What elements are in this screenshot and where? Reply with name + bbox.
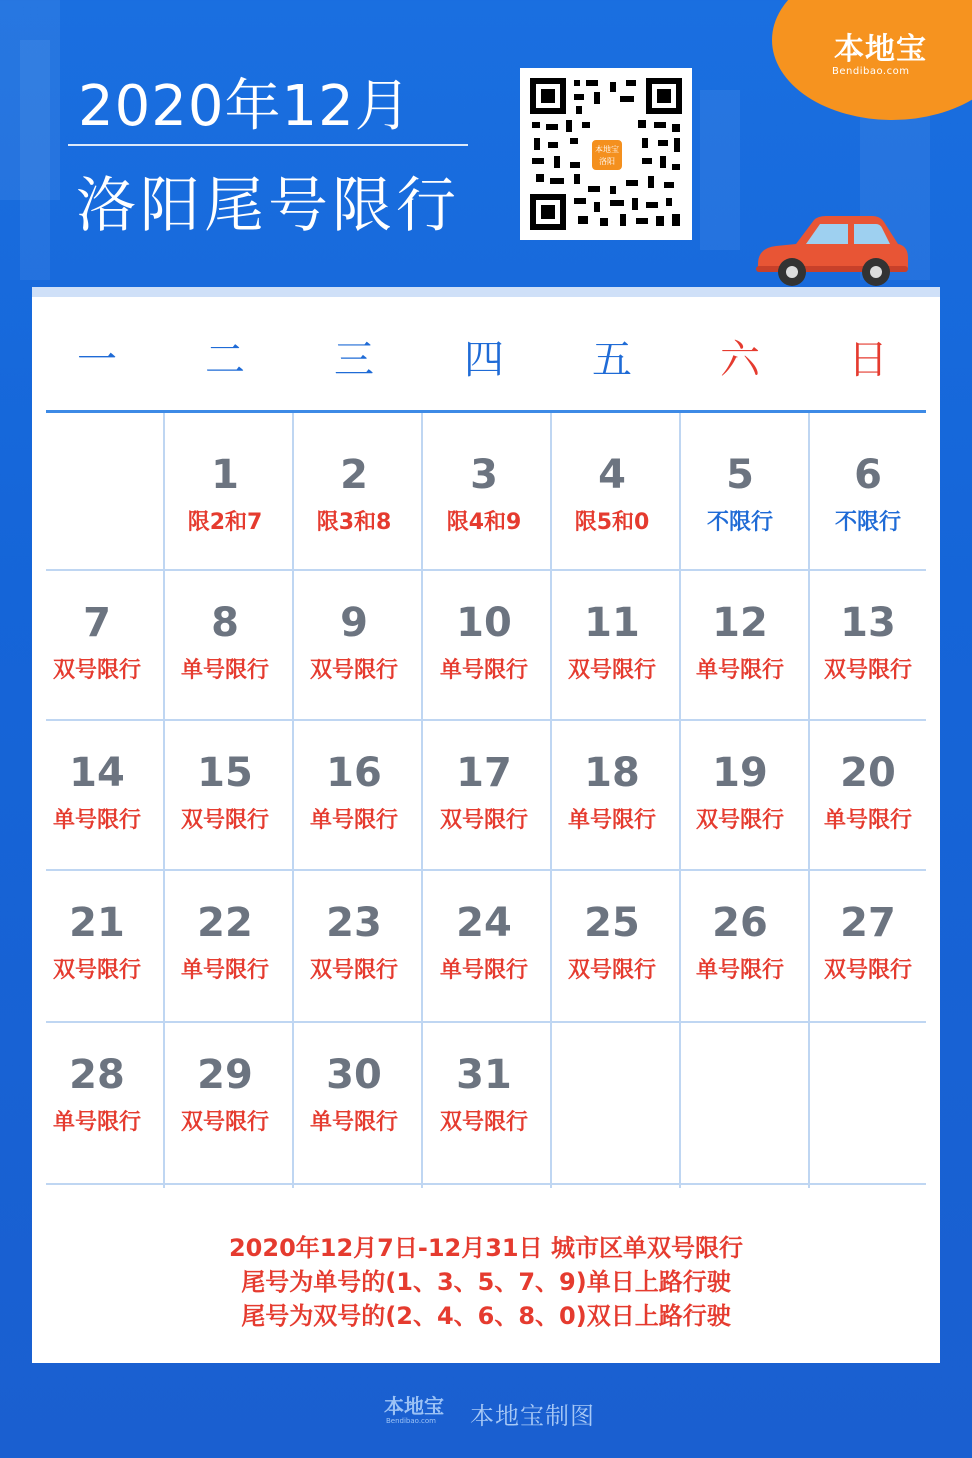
restriction-rule: 单号限行: [309, 808, 398, 833]
day-number: 8: [211, 600, 239, 646]
restriction-rule: 单号限行: [439, 658, 528, 683]
day-number: 28: [69, 1052, 125, 1098]
day-number: 9: [340, 600, 368, 646]
restriction-rule: 单号限行: [180, 958, 269, 983]
restriction-rule: 限4和9: [446, 510, 522, 535]
calendar-day-cell[interactable]: [420, 899, 548, 984]
calendar-day-cell[interactable]: [33, 599, 161, 684]
qr-badge-bottom: 洛阳: [599, 157, 615, 166]
calendar-panel-top-edge: [32, 287, 940, 297]
calendar-day-cell[interactable]: [548, 899, 676, 984]
restriction-rule: 双号限行: [567, 658, 656, 683]
day-number: 12: [712, 600, 768, 646]
calendar-day-cell[interactable]: [290, 451, 418, 536]
day-number: 21: [69, 900, 125, 946]
restriction-rule: 单号限行: [52, 808, 141, 833]
note-line-2: 尾号为单号的(1、3、5、7、9)单日上路行驶: [241, 1268, 731, 1296]
header-year-month: 2020年12月: [78, 74, 412, 139]
calendar-day-cell[interactable]: [676, 749, 804, 834]
day-number: 14: [69, 750, 125, 796]
day-number: 23: [326, 900, 382, 946]
day-number: 1: [211, 452, 239, 498]
day-number: 4: [598, 452, 626, 498]
restriction-rule: 双号限行: [439, 808, 528, 833]
grid-row-divider: [46, 869, 926, 871]
calendar-day-cell[interactable]: [548, 749, 676, 834]
day-number: 24: [456, 900, 512, 946]
footer-credit: 本地宝制图: [470, 1402, 595, 1430]
restriction-rule: 单号限行: [52, 1110, 141, 1135]
calendar-day-cell[interactable]: [804, 451, 932, 536]
calendar-day-cell[interactable]: [676, 899, 804, 984]
calendar-day-cell[interactable]: [420, 451, 548, 536]
restriction-rule: 限5和0: [574, 510, 650, 535]
restriction-rule: 双号限行: [309, 958, 398, 983]
calendar-day-cell[interactable]: [161, 749, 289, 834]
brand-logo[interactable]: 本地宝: [834, 32, 927, 67]
page-title: 洛阳尾号限行: [76, 171, 460, 241]
day-number: 6: [854, 452, 882, 498]
calendar-day-cell[interactable]: [161, 899, 289, 984]
restriction-rule: 双号限行: [52, 958, 141, 983]
calendar-day-cell[interactable]: [290, 599, 418, 684]
calendar-day-cell[interactable]: [420, 599, 548, 684]
day-number: 11: [584, 600, 640, 646]
calendar-day-cell[interactable]: [420, 749, 548, 834]
car-icon: [752, 212, 912, 292]
day-number: 15: [197, 750, 253, 796]
calendar-day-cell[interactable]: [420, 1051, 548, 1136]
restriction-rule: 单号限行: [695, 958, 784, 983]
day-number: 30: [326, 1052, 382, 1098]
qr-code[interactable]: [520, 68, 692, 240]
calendar-day-cell[interactable]: [804, 899, 932, 984]
restriction-rule: 双号限行: [823, 958, 912, 983]
note-line-3: 尾号为双号的(2、4、6、8、0)双日上路行驶: [241, 1302, 731, 1330]
day-number: 7: [83, 600, 111, 646]
grid-row-divider: [46, 1183, 926, 1185]
day-number: 18: [584, 750, 640, 796]
qr-badge-top: 本地宝: [595, 145, 619, 154]
day-number: 17: [456, 750, 512, 796]
day-number: 31: [456, 1052, 512, 1098]
day-number: 20: [840, 750, 896, 796]
weekday-label: 三: [334, 337, 374, 383]
restriction-rule: 单号限行: [823, 808, 912, 833]
calendar-day-cell[interactable]: [290, 1051, 418, 1136]
restriction-rule: 双号限行: [823, 658, 912, 683]
footer-logo-site: Bendibao.com: [386, 1417, 437, 1425]
calendar-day-cell[interactable]: [676, 451, 804, 536]
calendar-day-cell[interactable]: [548, 451, 676, 536]
calendar-day-cell[interactable]: [161, 451, 289, 536]
day-number: 13: [840, 600, 896, 646]
weekday-label: 二: [205, 337, 245, 383]
restriction-rule: 双号限行: [180, 1110, 269, 1135]
day-number: 29: [197, 1052, 253, 1098]
restriction-rule: 单号限行: [309, 1110, 398, 1135]
day-number: 19: [712, 750, 768, 796]
restriction-rule: 单号限行: [695, 658, 784, 683]
calendar-day-cell[interactable]: [290, 749, 418, 834]
calendar-day-cell[interactable]: [33, 1051, 161, 1136]
restriction-rule: 限2和7: [187, 510, 263, 535]
footer-logo: 本地宝: [384, 1394, 444, 1418]
restriction-rule: 不限行: [706, 510, 773, 535]
calendar-day-cell[interactable]: [33, 749, 161, 834]
calendar-day-cell[interactable]: [676, 599, 804, 684]
qr-center-logo: [590, 138, 624, 172]
day-number: 2: [340, 452, 368, 498]
restriction-rule: 双号限行: [52, 658, 141, 683]
calendar-day-cell[interactable]: [290, 899, 418, 984]
day-number: 27: [840, 900, 896, 946]
background-building: [20, 40, 50, 280]
restriction-rule: 双号限行: [180, 808, 269, 833]
weekday-label: 一: [77, 337, 117, 383]
restriction-rule: 单号限行: [180, 658, 269, 683]
grid-row-divider: [46, 719, 926, 721]
grid-row-divider: [46, 1021, 926, 1023]
day-number: 22: [197, 900, 253, 946]
grid-row-divider: [46, 569, 926, 571]
calendar-day-cell[interactable]: [548, 599, 676, 684]
restriction-rule: 限3和8: [316, 510, 392, 535]
day-number: 3: [470, 452, 498, 498]
calendar-day-cell[interactable]: [161, 599, 289, 684]
calendar-day-cell[interactable]: [804, 599, 932, 684]
restriction-rule: 双号限行: [567, 958, 656, 983]
day-number: 25: [584, 900, 640, 946]
restriction-rule: 单号限行: [439, 958, 528, 983]
weekday-label: 五: [592, 337, 632, 383]
weekday-label: 日: [848, 337, 888, 383]
calendar-day-cell[interactable]: [161, 1051, 289, 1136]
day-number: 26: [712, 900, 768, 946]
restriction-rule: 不限行: [834, 510, 901, 535]
calendar-day-cell[interactable]: [33, 899, 161, 984]
calendar-day-cell[interactable]: [804, 749, 932, 834]
background-building: [700, 90, 740, 250]
brand-logo-site: Bendibao.com: [832, 66, 910, 77]
weekday-label: 六: [720, 337, 760, 383]
weekday-label: 四: [464, 337, 504, 383]
restriction-rule: 双号限行: [695, 808, 784, 833]
day-number: 10: [456, 600, 512, 646]
restriction-rule: 双号限行: [439, 1110, 528, 1135]
restriction-rule: 单号限行: [567, 808, 656, 833]
weekday-header-divider: [46, 410, 926, 413]
day-number: 5: [726, 452, 754, 498]
restriction-rule: 双号限行: [309, 658, 398, 683]
header-divider: [68, 144, 468, 146]
day-number: 16: [326, 750, 382, 796]
note-line-1: 2020年12月7日-12月31日 城市区单双号限行: [228, 1234, 743, 1262]
